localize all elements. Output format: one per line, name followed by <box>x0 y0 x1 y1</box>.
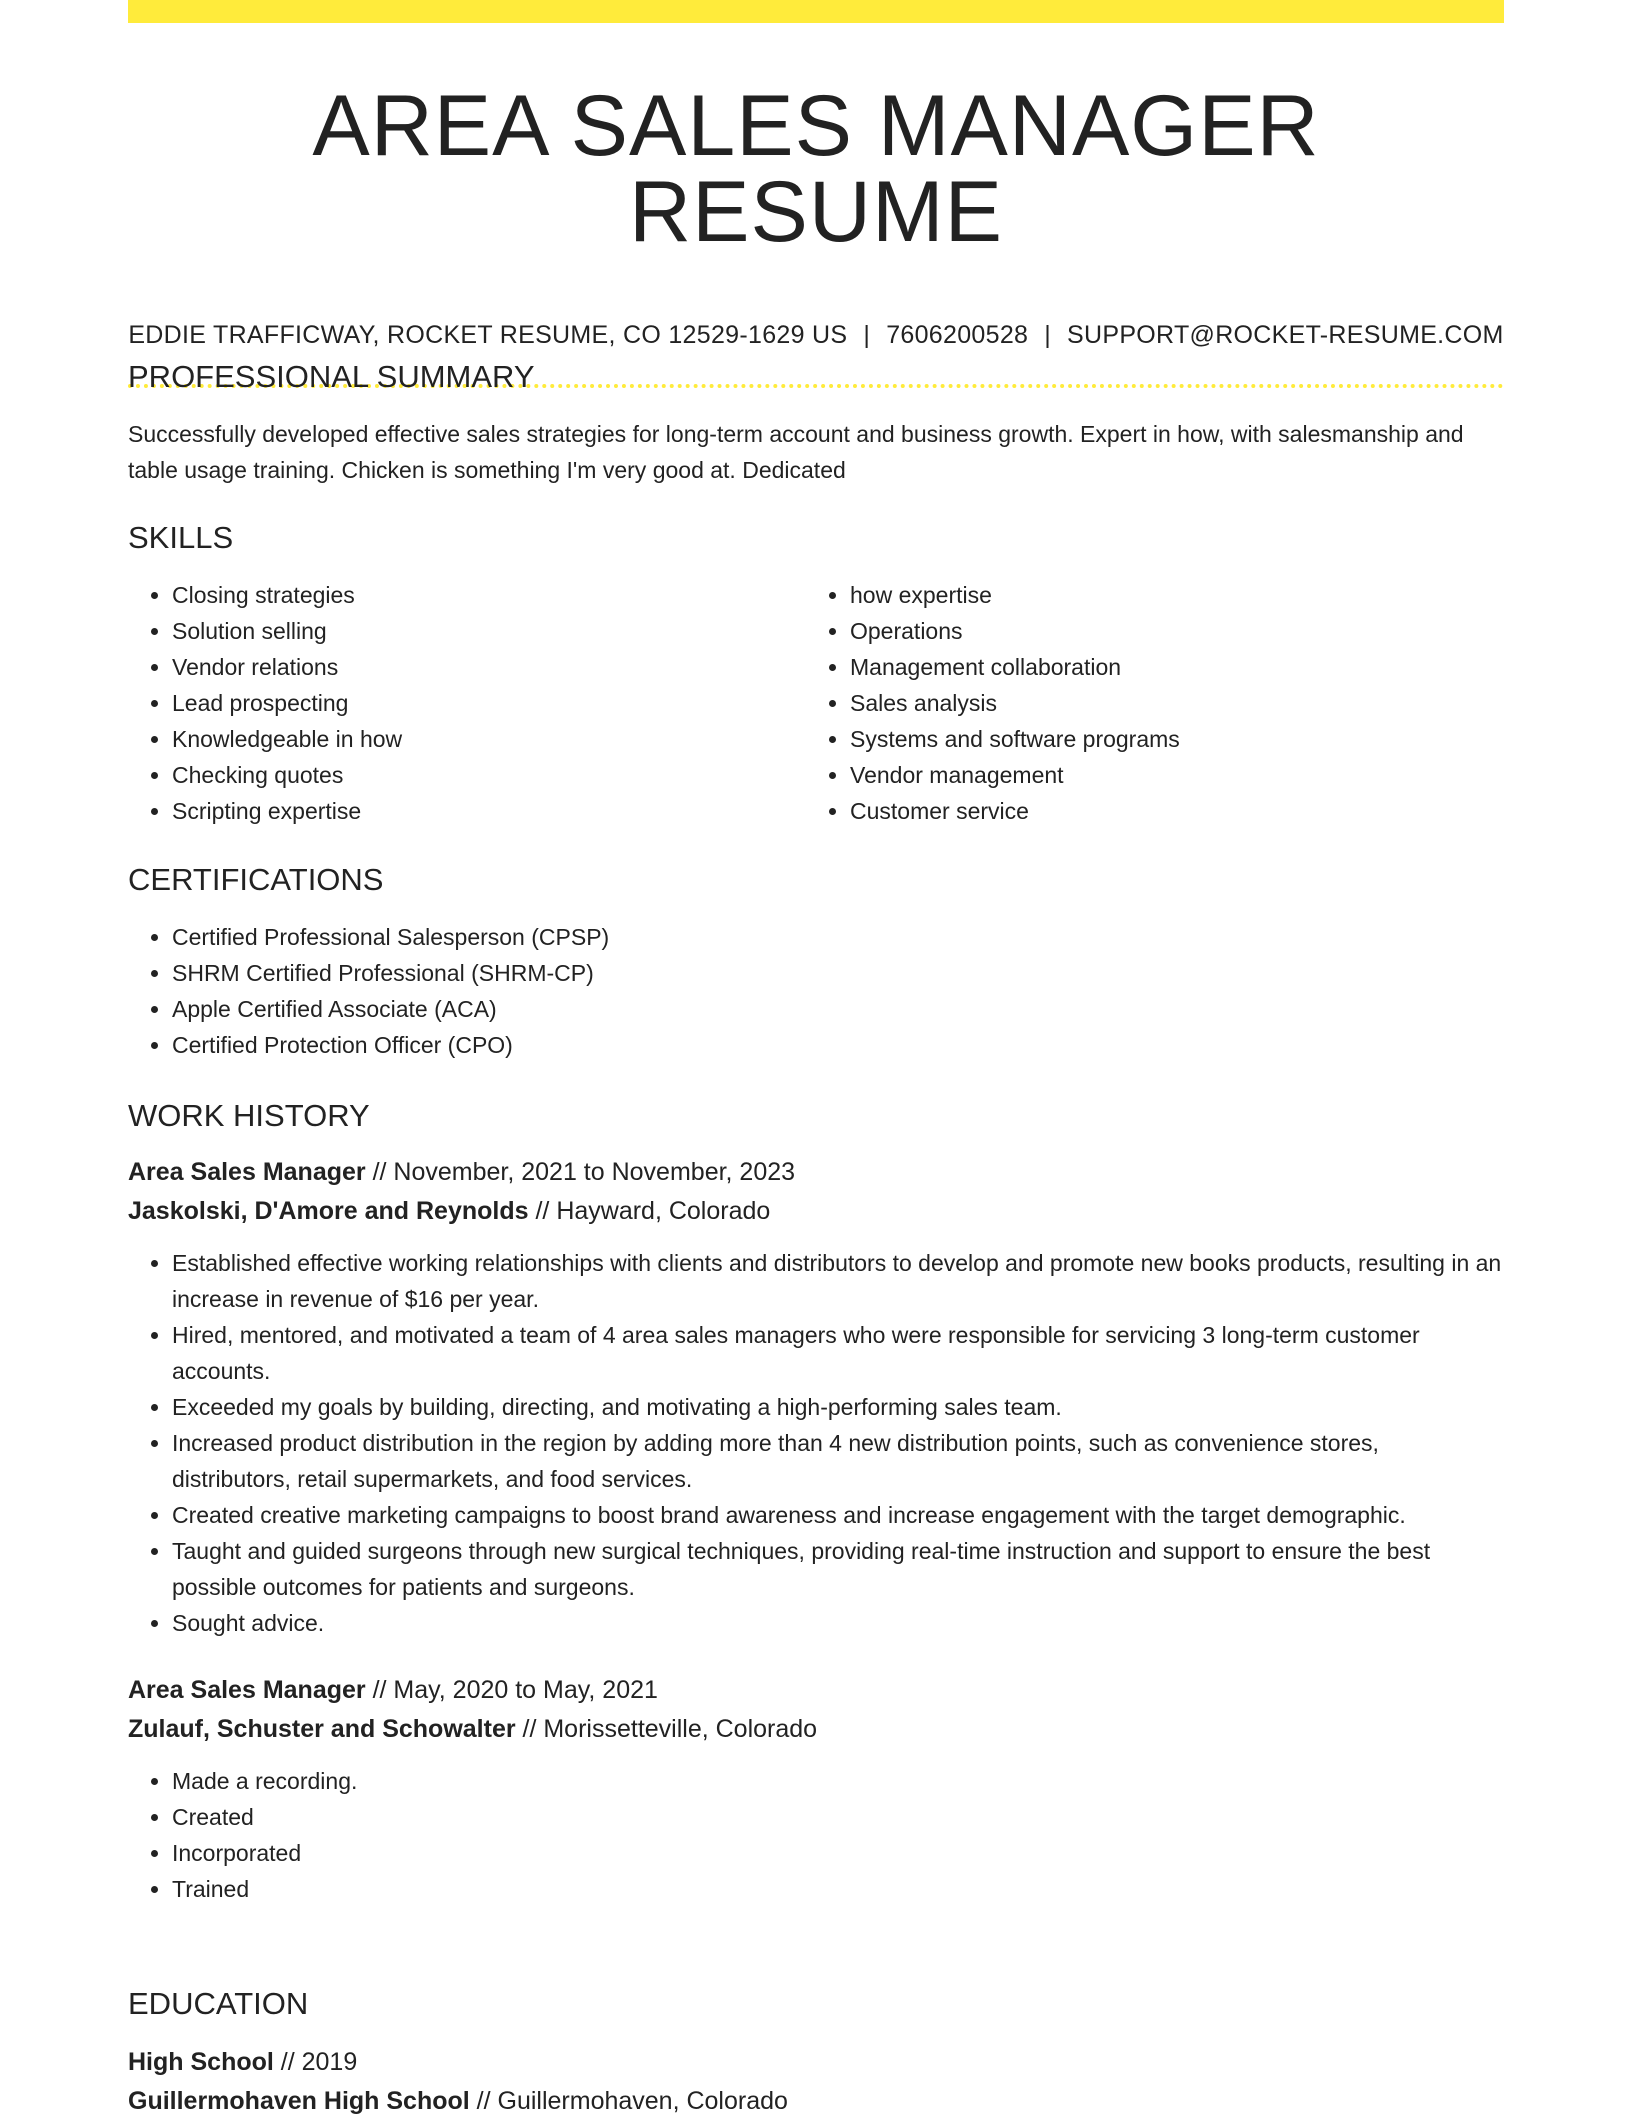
list-item: • Closing strategies <box>172 577 806 613</box>
list-item: • Scripting expertise <box>172 793 806 829</box>
education-location: // Guillermohaven, Colorado <box>469 2087 788 2115</box>
skills-columns <box>128 577 1504 829</box>
work-history-section <box>128 1100 1504 1907</box>
job-location: // Hayward, Colorado <box>528 1197 771 1225</box>
job-location: // Morissetteville, Colorado <box>515 1715 818 1743</box>
education-school: Guillermohaven High School <box>128 2087 470 2115</box>
list-item: • Sought advice. <box>172 1605 1504 1641</box>
list-item: • Vendor management <box>850 757 1484 793</box>
top-accent-bar <box>128 0 1504 23</box>
job-company-line <box>128 1192 1504 1231</box>
education-degree-line <box>128 2043 1504 2082</box>
list-item: • Systems and software programs <box>850 721 1484 757</box>
contact-line <box>128 321 1504 350</box>
list-item: • Management collaboration <box>850 649 1484 685</box>
list-item: • Established effective working relationships with clients and distributors to develop and promote new books products, resulting in an increase in revenue of $16 per year. <box>172 1245 1504 1317</box>
list-item: • Knowledgeable in how <box>172 721 806 757</box>
work-history-heading: WORK HISTORY <box>128 1098 370 1133</box>
list-item: • Trained <box>172 1871 1504 1907</box>
skills-list-left <box>128 577 806 829</box>
job-company: Zulauf, Schuster and Schowalter <box>128 1715 516 1743</box>
list-item: • Made a recording. <box>172 1763 1504 1799</box>
summary-section <box>128 361 1504 488</box>
list-item: • Vendor relations <box>172 649 806 685</box>
skills-list-right <box>806 577 1484 829</box>
list-item: • Apple Certified Associate (ACA) <box>172 991 1504 1027</box>
list-item: • Customer service <box>850 793 1484 829</box>
education-school-line <box>128 2082 1504 2121</box>
list-item: • Exceeded my goals by building, directing, and motivating a high-performing sales team. <box>172 1389 1504 1425</box>
list-item: • Operations <box>850 613 1484 649</box>
job-title: Area Sales Manager <box>128 1676 366 1704</box>
resume-title: AREA SALES MANAGER RESUME <box>312 78 1320 260</box>
list-item: • Created creative marketing campaigns to boost brand awareness and increase engagement with the target demographic. <box>172 1497 1504 1533</box>
skills-section <box>128 522 1504 829</box>
job-bullets <box>128 1763 1504 1907</box>
education-year: // 2019 <box>273 2048 358 2076</box>
contact-address: EDDIE TRAFFICWAY, ROCKET RESUME, CO 12529-1629 US <box>128 321 848 349</box>
list-item: • Certified Professional Salesperson (CPSP) <box>172 919 1504 955</box>
contact-email: SUPPORT@ROCKET-RESUME.COM <box>1067 321 1504 349</box>
job-dates: // May, 2020 to May, 2021 <box>365 1676 658 1704</box>
list-item: • Incorporated <box>172 1835 1504 1871</box>
list-item: • Checking quotes <box>172 757 806 793</box>
list-item: • SHRM Certified Professional (SHRM-CP) <box>172 955 1504 991</box>
job-title: Area Sales Manager <box>128 1158 366 1186</box>
education-heading: EDUCATION <box>128 1986 309 2021</box>
summary-heading: PROFESSIONAL SUMMARY <box>128 359 535 394</box>
education-degree: High School <box>128 2048 274 2076</box>
list-item: • how expertise <box>850 577 1484 613</box>
job-dates: // November, 2021 to November, 2023 <box>365 1158 796 1186</box>
education-section <box>128 1988 1504 2121</box>
list-item: • Taught and guided surgeons through new surgical techniques, providing real-time instruction and support to ensure the best possible outcomes for patients and surgeons. <box>172 1533 1504 1605</box>
job-bullets <box>128 1245 1504 1641</box>
summary-text: Successfully developed effective sales strategies for long-term account and business growth. Expert in how, with salesmanship and table usage training. Chicken is something I'm very good at. Dedicated <box>128 421 1464 483</box>
contact-separator: | <box>1044 321 1052 349</box>
list-item: • Lead prospecting <box>172 685 806 721</box>
education-entry <box>128 2043 1504 2121</box>
contact-phone: 7606200528 <box>886 321 1029 349</box>
job-title-line <box>128 1671 1504 1710</box>
job-company-line <box>128 1710 1504 1749</box>
certifications-section <box>128 864 1504 1063</box>
job-entry <box>128 1671 1504 1907</box>
job-entry <box>128 1153 1504 1641</box>
list-item: • Increased product distribution in the region by adding more than 4 new distribution points, such as convenience stores, distributors, retail supermarkets, and food services. <box>172 1425 1504 1497</box>
certifications-list <box>128 919 1504 1063</box>
list-item: • Certified Protection Officer (CPO) <box>172 1027 1504 1063</box>
list-item: • Solution selling <box>172 613 806 649</box>
resume-page <box>128 0 1504 2115</box>
job-title-line <box>128 1153 1504 1192</box>
contact-separator: | <box>863 321 871 349</box>
list-item: • Hired, mentored, and motivated a team of 4 area sales managers who were responsible for servicing 3 long-term customer accounts. <box>172 1317 1504 1389</box>
job-company: Jaskolski, D'Amore and Reynolds <box>128 1197 529 1225</box>
certifications-heading: CERTIFICATIONS <box>128 862 384 897</box>
skills-heading: SKILLS <box>128 520 234 555</box>
list-item: • Sales analysis <box>850 685 1484 721</box>
list-item: • Created <box>172 1799 1504 1835</box>
